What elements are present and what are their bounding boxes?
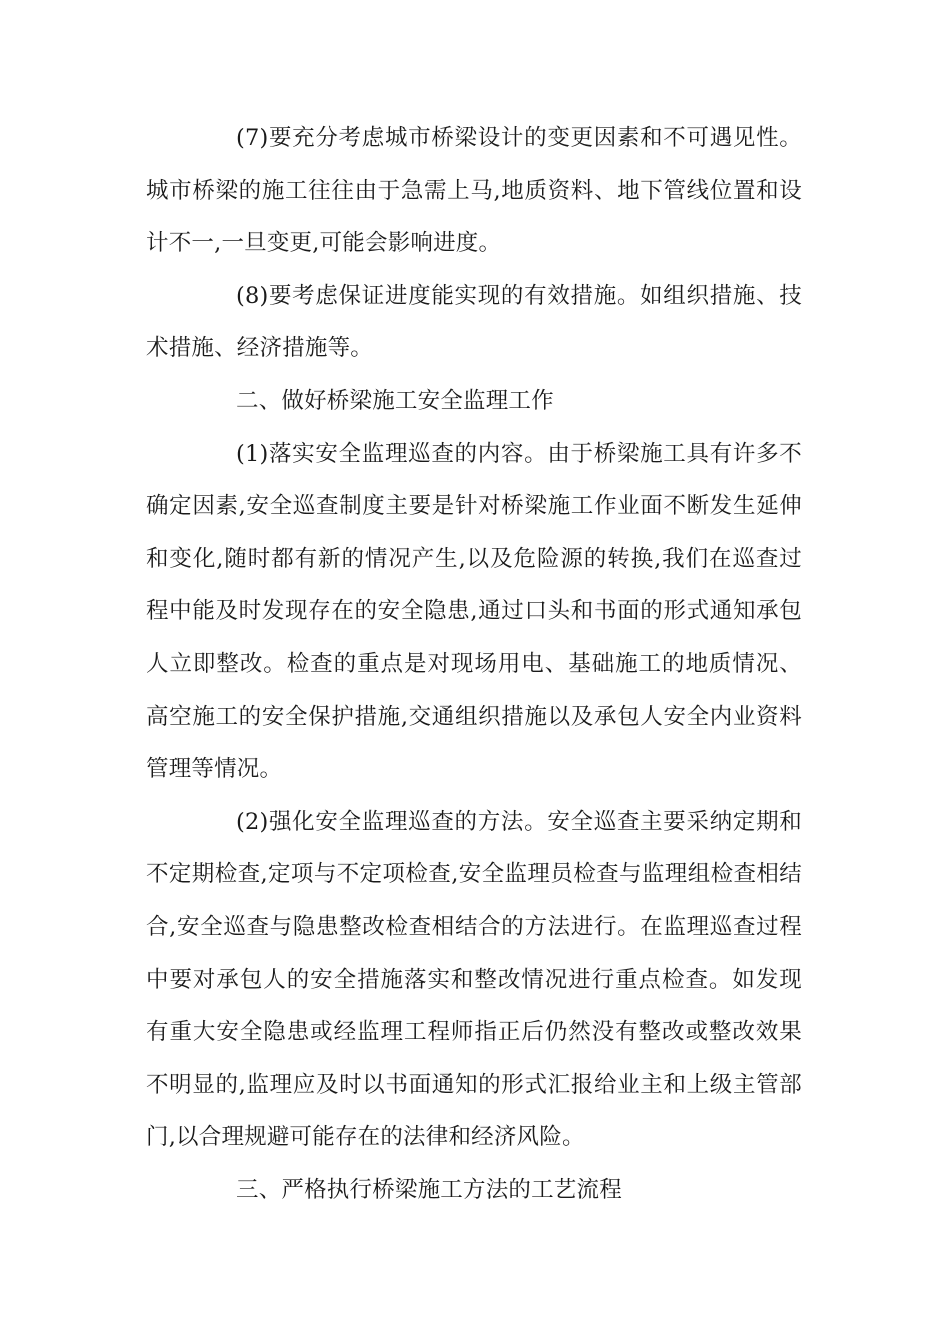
paragraph-7: (7)要充分考虑城市桥梁设计的变更因素和不可遇见性。城市桥梁的施工往往由于急需上马,地质资料、地下管线位置和设计不一,一旦变更,可能会影响进度。: [146, 125, 802, 257]
paragraph-safety-1: (1)落实安全监理巡查的内容。由于桥梁施工具有许多不确定因素,安全巡查制度主要是针对桥梁施工作业面不断发生延伸和变化,随时都有新的情况产生,以及危险源的转换,我们在巡查过程中能及时发现存在的安全隐患,通过口头和书面的形式通知承包人立即整改。检查的重点是对现场用电、基础施工的地质情况、高空施工的安全保护措施,交通组织措施以及承包人安全内业资料管理等情况。: [146, 440, 802, 783]
document-body: [146, 112, 802, 1216]
section-heading-3: 三、严格执行桥梁施工方法的工艺流程: [236, 1176, 622, 1203]
paragraph-8: (8)要考虑保证进度能实现的有效措施。如组织措施、技术措施、经济措施等。: [146, 282, 802, 362]
section-heading-2: 二、做好桥梁施工安全监理工作: [236, 387, 554, 414]
paragraph-safety-2: (2)强化安全监理巡查的方法。安全巡查主要采纳定期和不定期检查,定项与不定项检查,安全监理员检查与监理组检查相结合,安全巡查与隐患整改检查相结合的方法进行。在监理巡查过程中要对承包人的安全措施落实和整改情况进行重点检查。如发现有重大安全隐患或经监理工程师指正后仍然没有整改或整改效果不明显的,监理应及时以书面通知的形式汇报给业主和上级主管部门,以合理规避可能存在的法律和经济风险。: [146, 808, 802, 1151]
